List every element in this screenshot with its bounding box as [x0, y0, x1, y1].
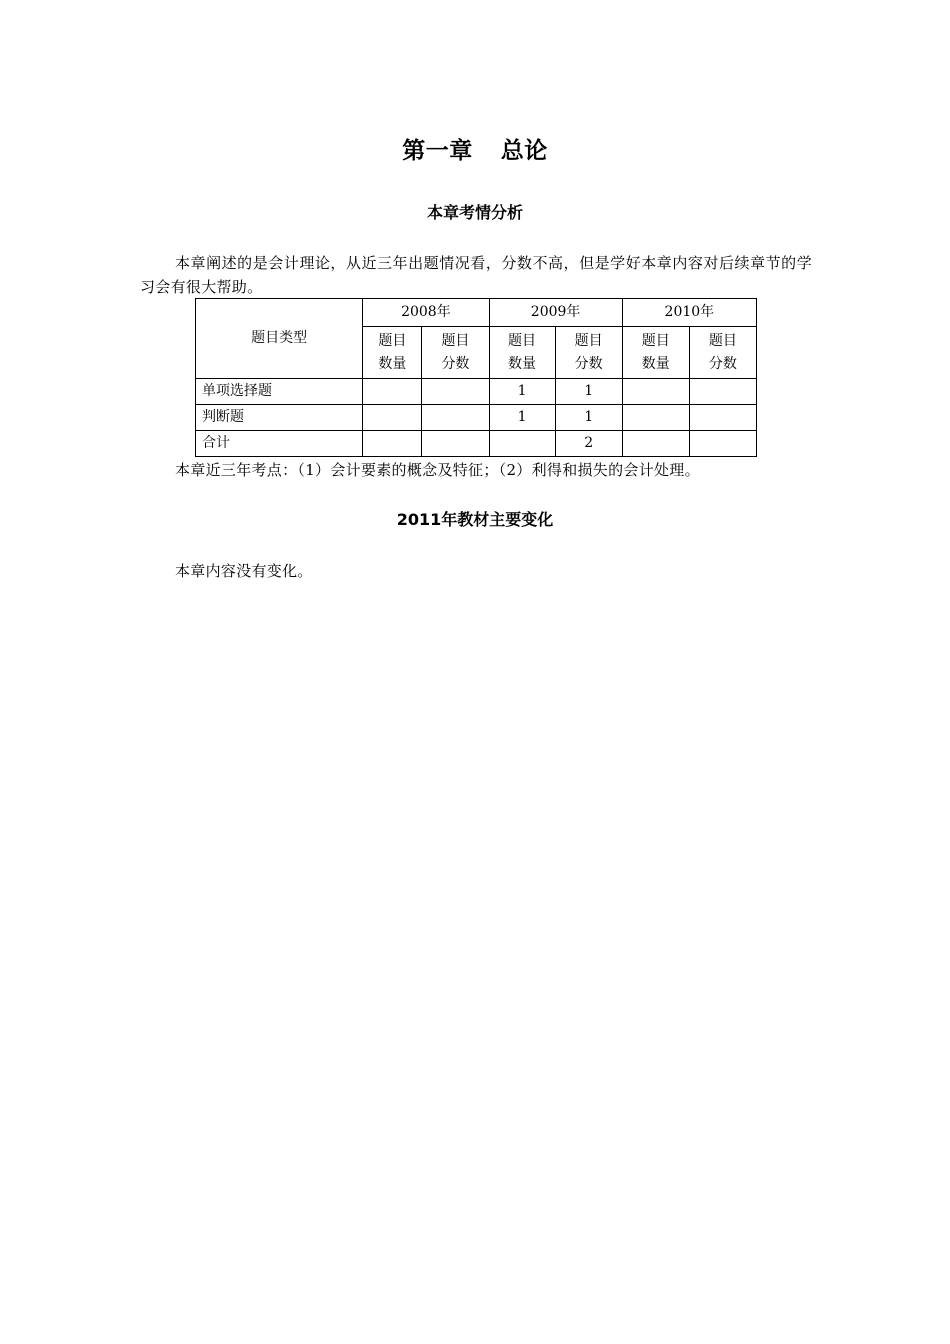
table-cell [622, 379, 689, 405]
count-header: 题目 数量 [622, 327, 689, 379]
table-cell [622, 405, 689, 431]
table-cell: 1 [489, 379, 555, 405]
score-header: 题目 分数 [422, 327, 489, 379]
row-label: 单项选择题 [196, 379, 363, 405]
table-cell [622, 431, 689, 457]
table-row [196, 379, 757, 405]
year-header: 2008年 [363, 299, 489, 327]
table-cell [422, 405, 489, 431]
chapter-number: 第一章 [402, 138, 473, 164]
key-points-paragraph: 本章近三年考点：（1）会计要素的概念及特征；（2）利得和损失的会计处理。 [175, 461, 700, 479]
exam-analysis-heading: 本章考情分析 [426, 203, 523, 222]
row-label: 合计 [196, 431, 363, 457]
year-header: 2010年 [622, 299, 756, 327]
table-cell [689, 379, 756, 405]
year-header: 2009年 [489, 299, 622, 327]
table-cell: 1 [555, 379, 622, 405]
count-header: 题目 数量 [363, 327, 422, 379]
intro-paragraph: 本章阐述的是会计理论，从近三年出题情况看，分数不高，但是学好本章内容对后续章节的学习会有很大帮助。 [140, 254, 812, 296]
table-cell: 2 [555, 431, 622, 457]
table-header-years [196, 299, 757, 327]
score-header: 题目 分数 [689, 327, 756, 379]
textbook-changes-heading: 2011年教材主要变化 [396, 510, 554, 529]
exam-stats-table [195, 298, 757, 457]
score-header: 题目 分数 [555, 327, 622, 379]
table-cell: 1 [489, 405, 555, 431]
table-cell [422, 431, 489, 457]
count-header: 题目 数量 [489, 327, 555, 379]
table-cell [422, 379, 489, 405]
table-cell [363, 379, 422, 405]
table-cell [363, 431, 422, 457]
table-cell [689, 431, 756, 457]
table-cell [363, 405, 422, 431]
table-cell: 1 [555, 405, 622, 431]
question-type-header: 题目类型 [196, 299, 363, 379]
changes-paragraph: 本章内容没有变化。 [175, 562, 313, 580]
row-label: 判断题 [196, 405, 363, 431]
chapter-name: 总论 [500, 138, 548, 164]
table-cell [689, 405, 756, 431]
table-cell [489, 431, 555, 457]
page-title [0, 136, 950, 166]
table-row [196, 431, 757, 457]
table-row [196, 405, 757, 431]
